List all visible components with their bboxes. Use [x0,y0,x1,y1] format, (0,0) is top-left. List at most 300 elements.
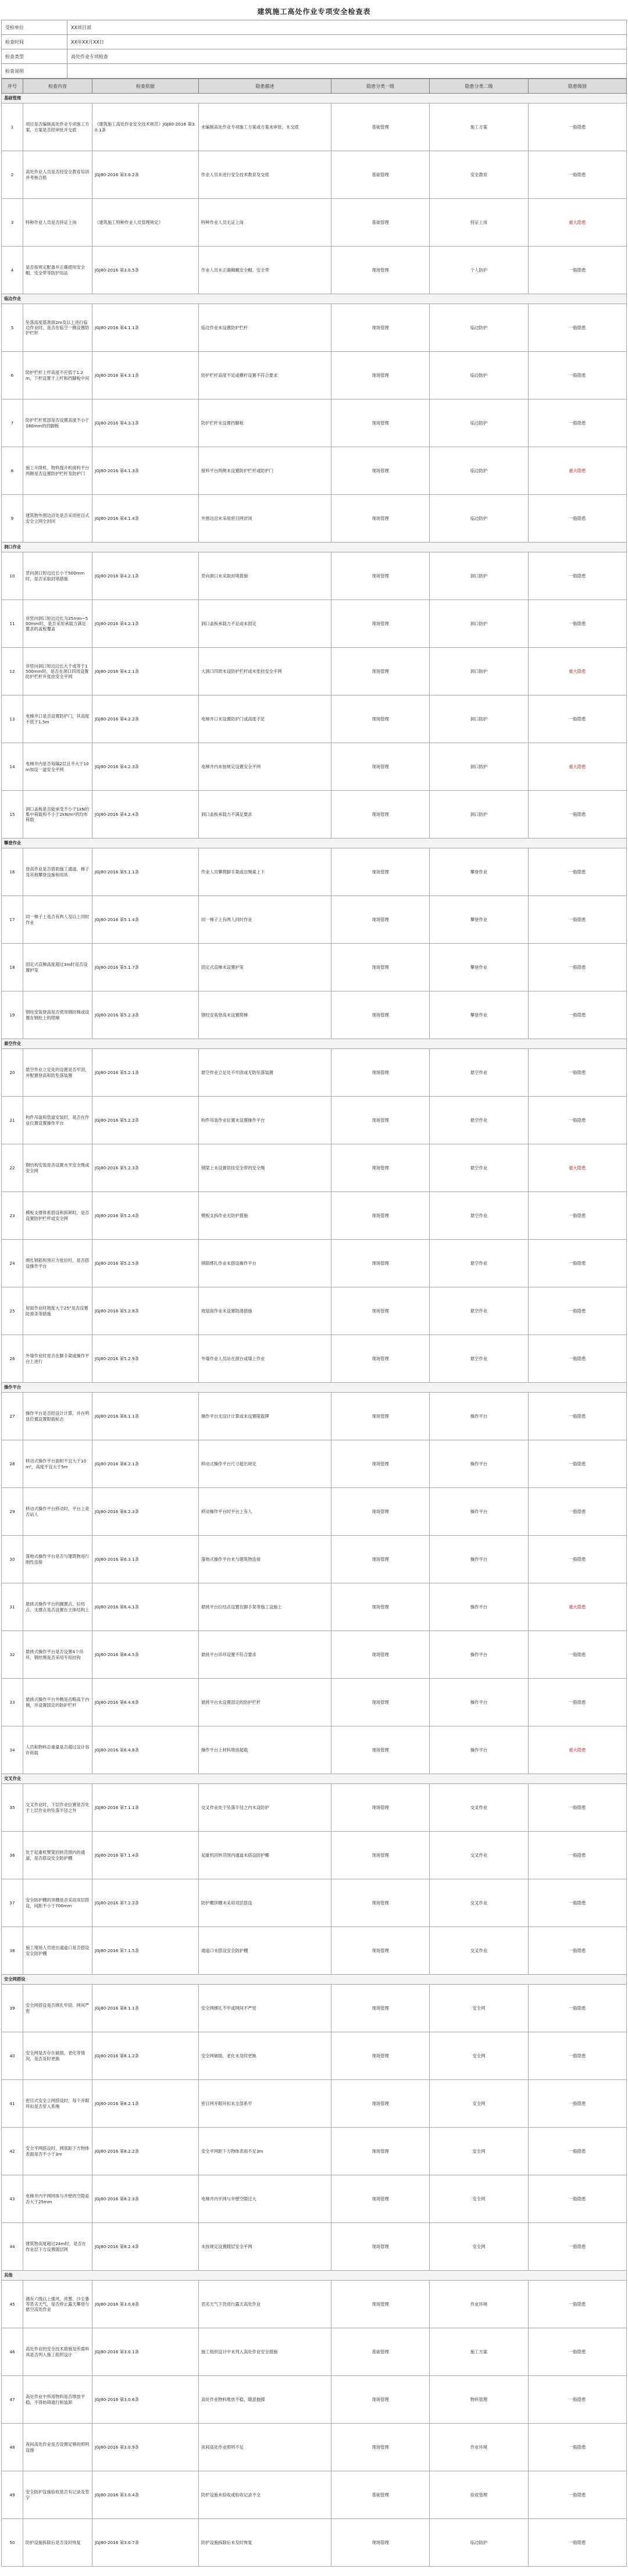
table-row [2,648,627,695]
col-level: 隐患级别 [528,79,626,94]
row-cls1: 现场管理 [331,2281,430,2328]
row-desc: 移动式操作平台尺寸超出规定 [199,1440,331,1488]
row-cls2: 洞口防护 [430,695,528,743]
row-desc: 钢筋绑扎作业未搭设操作平台 [199,1240,331,1287]
section-row [2,1383,627,1393]
row-cls1: 现场管理 [331,1440,430,1488]
row-seq: 32 [2,1631,23,1679]
row-desc: 作业人员未进行安全技术教育及交底 [199,151,331,199]
table-row [2,1488,627,1536]
row-item: 固定式直梯高度超过3m时是否设置护笼 [23,944,92,991]
row-seq: 13 [2,695,23,743]
row-cls2: 悬空作业 [430,1192,528,1240]
table-row [2,1192,627,1240]
row-item: 高处作业中所用物料是否堆放平稳，不得妨碍通行和装卸 [23,2376,92,2424]
row-desc: 钢梁上未设置供挂安全带的安全绳 [199,1144,331,1192]
table-row [2,1049,627,1097]
row-cls1: 基础管理 [331,104,430,151]
row-basis: JGJ80-2016 第5.2.2条 [92,1097,199,1144]
row-desc: 悬空作业立足处不牢固或无防坠落装置 [199,1049,331,1097]
row-cls1: 现场管理 [331,1536,430,1583]
row-seq: 20 [2,1049,23,1097]
row-cls1: 基础管理 [331,2471,430,2519]
row-desc: 密目网开眼环扣未全部系牢 [199,2080,331,2128]
row-desc: 交叉作业处于坠落半径之内未设防护 [199,1784,331,1832]
row-cls2: 安全网 [430,2080,528,2128]
row-item: 防护设施拆除后是否及时恢复 [23,2519,92,2567]
row-desc: 安全网绑扎不牢或网间不严密 [199,1985,331,2032]
row-item: 安全网是否存在破损、老化等情况，是否及时更换 [23,2032,92,2080]
table-row [2,2128,627,2175]
row-desc: 悬挑平台未设置固定的防护栏杆 [199,1679,331,1726]
row-seq: 30 [2,1536,23,1583]
row-level: 一般隐患 [528,352,626,399]
row-desc: 外墙作业人员站在窗台或墙上作业 [199,1335,331,1383]
table-row [2,2376,627,2424]
row-basis: JGJ80-2016 第7.2.2条 [92,1879,199,1927]
row-item: 钢柱安装登高是否使用钢挂梯或设置在钢柱上的爬梯 [23,991,92,1039]
row-item: 屋面作业时坡度大于25°是否设置防滑条等措施 [23,1287,92,1335]
row-basis: 《建筑施工高处作业安全技术规范》JGJ80-2016 第3.0.1条 [92,104,199,151]
section-row [2,543,627,552]
row-cls1: 现场管理 [331,848,430,896]
row-cls1: 现场管理 [331,495,430,543]
table-row [2,695,627,743]
section-title: 攀登作业 [2,839,627,848]
table-row [2,1726,627,1774]
row-desc: 作业人员未正确佩戴安全帽、安全带 [199,247,331,294]
row-basis: JGJ80-2016 第4.1.1条 [92,304,199,352]
row-desc: 防护设施拆除后未及时恢复 [199,2519,331,2567]
row-level: 一般隐患 [528,695,626,743]
row-level: 一般隐患 [528,247,626,294]
row-seq: 40 [2,2032,23,2080]
row-seq: 1 [2,104,23,151]
row-seq: 2 [2,151,23,199]
row-item: 建筑物外围边沿处是否采用密目式安全立网全封闭 [23,495,92,543]
row-basis: JGJ80-2016 第8.2.4条 [92,2223,199,2271]
row-cls2: 攀登作业 [430,848,528,896]
row-desc: 高处作业物料堆放不稳、随意抛掷 [199,2376,331,2424]
section-title: 交叉作业 [2,1774,627,1784]
row-basis: JGJ80-2016 第3.0.6条 [92,2376,199,2424]
row-seq: 49 [2,2471,23,2519]
table-row [2,1144,627,1192]
row-level: 一般隐患 [528,2080,626,2128]
row-basis: JGJ80-2016 第5.2.4条 [92,1192,199,1240]
row-cls2: 作业环境 [430,2281,528,2328]
row-level: 一般隐患 [528,2223,626,2271]
row-level: 一般隐患 [528,104,626,151]
row-item: 非竖向洞口短边边长大于或等于1500mm时，是否在洞口四周设置防护栏杆并张挂安全平网 [23,648,92,695]
row-level: 一般隐患 [528,2128,626,2175]
row-cls1: 现场管理 [331,1631,430,1679]
row-desc: 同一梯子上有两人同时作业 [199,896,331,944]
row-item: 绑扎钢筋和预应力张拉时，是否搭设操作平台 [23,1240,92,1287]
row-cls2: 洞口防护 [430,791,528,839]
row-level: 一般隐患 [528,552,626,600]
row-seq: 21 [2,1097,23,1144]
meta-value: XX项目部 [67,20,627,35]
row-cls1: 现场管理 [331,352,430,399]
row-seq: 35 [2,1784,23,1832]
row-cls1: 现场管理 [331,2424,430,2471]
row-basis: JGJ80-2016 第4.2.3条 [92,743,199,791]
row-basis: JGJ80-2016 第8.2.3条 [92,2175,199,2223]
row-desc: 固定式直梯未设置护笼 [199,944,331,991]
row-item: 建筑物高度超过24m时，是否在作业层下方设置随层网 [23,2223,92,2271]
row-cls2: 洞口防护 [430,600,528,648]
row-desc: 电梯井内平网与井壁空隙过大 [199,2175,331,2223]
row-basis: JGJ80-2016 第3.0.5条 [92,247,199,294]
row-cls2: 持证上岗 [430,199,528,247]
row-cls1: 基础管理 [331,2328,430,2376]
meta-value [67,64,627,79]
row-cls1: 现场管理 [331,2376,430,2424]
row-cls2: 作业环境 [430,2424,528,2471]
meta-table [1,20,627,79]
row-seq: 15 [2,791,23,839]
row-item: 交叉作业时，下层作业位置是否处于上层作业的坠落半径之外 [23,1784,92,1832]
row-item: 施工现场人员进出通道口是否搭设安全防护棚 [23,1927,92,1975]
section-title: 洞口作业 [2,543,627,552]
table-row [2,304,627,352]
table-row [2,1583,627,1631]
row-item: 竖向洞口短边边长小于500mm时，是否采取封堵措施 [23,552,92,600]
row-level: 一般隐患 [528,495,626,543]
row-level: 一般隐患 [528,1631,626,1679]
table-row [2,399,627,447]
row-basis: JGJ80-2016 第4.2.4条 [92,791,199,839]
row-level: 一般隐患 [528,2376,626,2424]
row-cls2: 交叉作业 [430,1784,528,1832]
table-row [2,743,627,791]
row-cls1: 现场管理 [331,304,430,352]
row-level: 一般隐患 [528,944,626,991]
row-seq: 47 [2,2376,23,2424]
row-cls1: 现场管理 [331,1335,430,1383]
row-cls2: 物料管理 [430,2376,528,2424]
row-cls2: 操作平台 [430,1583,528,1631]
row-item: 高处作业人员是否经安全教育培训并考核合格 [23,151,92,199]
row-item: 安全防护设施验收是否有记录及签字 [23,2471,92,2519]
row-basis: JGJ80-2016 第5.2.3条 [92,991,199,1039]
row-desc: 安全平网距下方物体表面不足3m [199,2128,331,2175]
row-level: 一般隐患 [528,1287,626,1335]
meta-row [2,49,627,64]
row-desc: 起重机回转范围内通道未搭设防护棚 [199,1832,331,1879]
row-seq: 42 [2,2128,23,2175]
header-row [2,79,627,94]
row-cls1: 现场管理 [331,1049,430,1097]
row-level: 一般隐患 [528,1488,626,1536]
row-item: 外墙作业时是否在脚手架或操作平台上进行 [23,1335,92,1383]
meta-key: 受检单位 [2,20,67,35]
row-cls2: 洞口防护 [430,552,528,600]
row-level: 一般隐患 [528,399,626,447]
row-cls2: 交叉作业 [430,1927,528,1975]
row-basis: JGJ80-2016 第4.3.1条 [92,399,199,447]
row-basis: JGJ80-2016 第8.2.2条 [92,2128,199,2175]
row-level: 一般隐患 [528,2519,626,2567]
table-row [2,848,627,896]
row-seq: 16 [2,848,23,896]
row-basis: JGJ80-2016 第7.1.4条 [92,1832,199,1879]
row-level: 一般隐患 [528,304,626,352]
row-level: 一般隐患 [528,2471,626,2519]
row-level: 一般隐患 [528,1097,626,1144]
row-cls1: 基础管理 [331,151,430,199]
row-basis: JGJ80-2016 第5.2.3条 [92,1144,199,1192]
row-basis: JGJ80-2016 第8.1.1条 [92,1985,199,2032]
table-row [2,791,627,839]
row-desc: 移动操作平台时平台上有人 [199,1488,331,1536]
row-seq: 29 [2,1488,23,1536]
row-desc: 悬挑平台拉结点设置在脚手架等施工设施上 [199,1583,331,1631]
row-seq: 3 [2,199,23,247]
row-level: 一般隐患 [528,1240,626,1287]
col-seq: 序号 [2,79,23,94]
table-row [2,151,627,199]
row-level: 一般隐患 [528,896,626,944]
row-basis: JGJ80-2016 第5.2.9条 [92,1335,199,1383]
row-seq: 12 [2,648,23,695]
row-item: 操作平台是否经设计计算，并在明显位置设置限载标志 [23,1393,92,1440]
row-cls2: 悬空作业 [430,1144,528,1192]
row-seq: 33 [2,1679,23,1726]
meta-value: 高处作业专项检查 [67,49,627,64]
row-basis: JGJ80-2016 第8.2.1条 [92,2080,199,2128]
row-item: 悬挑式操作平台外侧是否略高于内侧，并设置固定的防护栏杆 [23,1679,92,1726]
section-title: 临边作业 [2,294,627,304]
row-item: 同一梯子上是否有两人及以上同时作业 [23,896,92,944]
row-cls1: 现场管理 [331,247,430,294]
row-cls1: 现场管理 [331,600,430,648]
table-row [2,1631,627,1679]
row-cls1: 现场管理 [331,2128,430,2175]
row-level: 一般隐患 [528,1832,626,1879]
row-item: 夜间高处作业是否设置足够的照明设施 [23,2424,92,2471]
table-row [2,447,627,495]
row-basis: JGJ80-2016 第4.3.1条 [92,352,199,399]
table-row [2,2424,627,2471]
table-row [2,1440,627,1488]
row-basis: JGJ80-2016 第6.2.3条 [92,1488,199,1536]
row-basis: JGJ80-2016 第5.1.4条 [92,896,199,944]
table-row [2,247,627,294]
row-item: 移动式操作平台移动时，平台上是否站人 [23,1488,92,1536]
row-seq: 37 [2,1879,23,1927]
row-item: 安全平网搭设时，网底距下方物体表面是否不小于3m [23,2128,92,2175]
section-row [2,2271,627,2281]
row-desc: 构件吊装作业位置未设置操作平台 [199,1097,331,1144]
row-cls2: 安全网 [430,2032,528,2080]
row-cls2: 临边防护 [430,352,528,399]
row-basis: JGJ80-2016 第3.0.7条 [92,2519,199,2567]
row-basis: JGJ80-2016 第4.2.1条 [92,600,199,648]
section-row [2,1039,627,1049]
section-title: 悬空作业 [2,1039,627,1049]
row-item: 登高作业是否借助施工通道、梯子及其他攀登设施和用具 [23,848,92,896]
row-cls1: 现场管理 [331,1488,430,1536]
row-desc: 落地式操作平台未与建筑物连接 [199,1536,331,1583]
row-desc: 防护栏杆高度不足或横杆设置不符合要求 [199,352,331,399]
row-level: 一般隐患 [528,2175,626,2223]
row-seq: 22 [2,1144,23,1192]
row-desc: 操作平台上材料堆放超载 [199,1726,331,1774]
row-item: 悬空作业立足处的设置是否牢固，并配置登高和防坠落装置 [23,1049,92,1097]
row-item: 密目式安全立网搭设时，每个开眼环扣是否穿入系绳 [23,2080,92,2128]
row-basis: JGJ80-2016 第7.1.1条 [92,1784,199,1832]
row-desc: 悬挑平台吊环设置不符合要求 [199,1631,331,1679]
row-cls1: 现场管理 [331,1832,430,1879]
row-item: 模板支撑体系搭设和拆卸时，是否设置防护栏杆或安全网 [23,1192,92,1240]
row-cls2: 临边防护 [430,447,528,495]
table-row [2,1927,627,1975]
row-level: 一般隐患 [528,2281,626,2328]
row-item: 非竖向洞口短边边长为25mm~500mm时，是否采用承载力满足要求的盖板覆盖 [23,600,92,648]
col-desc: 隐患描述 [199,79,331,94]
row-seq: 41 [2,2080,23,2128]
row-cls1: 现场管理 [331,2223,430,2271]
table-row [2,2080,627,2128]
table-row [2,1335,627,1383]
row-seq: 25 [2,1287,23,1335]
table-row [2,1240,627,1287]
row-cls2: 悬空作业 [430,1287,528,1335]
meta-value: XX年XX月XX日 [67,35,627,49]
row-cls2: 安全网 [430,1985,528,2032]
row-seq: 46 [2,2328,23,2376]
row-cls2: 操作平台 [430,1440,528,1488]
row-basis: JGJ80-2016 第5.1.1条 [92,848,199,896]
row-seq: 7 [2,399,23,447]
row-desc: 夜间高处作业照明不足 [199,2424,331,2471]
row-cls1: 现场管理 [331,1393,430,1440]
row-seq: 48 [2,2424,23,2471]
row-seq: 26 [2,1335,23,1383]
row-item: 施工升降机、物料提升机接料平台两侧是否设置防护栏杆及防护门 [23,447,92,495]
row-item: 防护栏杆上杆高度不应低于1.2m，下杆设置于上杆和挡脚板中间 [23,352,92,399]
row-basis: JGJ80-2016 第3.0.1条 [92,2328,199,2376]
row-basis: JGJ80-2016 第6.4.5条 [92,1631,199,1679]
table-row [2,495,627,543]
row-desc: 坡屋面作业未设置防滑措施 [199,1287,331,1335]
row-cls1: 现场管理 [331,1097,430,1144]
table-row [2,2519,627,2567]
row-cls2: 施工方案 [430,2328,528,2376]
row-level: 一般隐患 [528,2328,626,2376]
row-desc: 操作平台无设计计算或未设置限载牌 [199,1393,331,1440]
row-level: 重大隐患 [528,199,626,247]
row-level: 一般隐患 [528,1393,626,1440]
row-desc: 作业人员攀爬脚手架或沿绳索上下 [199,848,331,896]
row-cls2: 安全教育 [430,151,528,199]
row-cls1: 现场管理 [331,447,430,495]
row-cls2: 施工方案 [430,104,528,151]
row-desc: 临边作业未设置防护栏杆 [199,304,331,352]
row-cls1: 现场管理 [331,1784,430,1832]
row-seq: 24 [2,1240,23,1287]
row-desc: 未编制高处作业专项施工方案或方案未审批、未交底 [199,104,331,151]
row-seq: 18 [2,944,23,991]
col-cls1: 隐患分类一级 [331,79,430,94]
meta-key: 检查时间 [2,35,67,49]
meta-key: 检查说明 [2,64,67,79]
row-cls2: 操作平台 [430,1488,528,1536]
row-level: 一般隐患 [528,1440,626,1488]
row-item: 移动式操作平台面积不宜大于10m²，高度不宜大于5m [23,1440,92,1488]
row-cls2: 安全网 [430,2175,528,2223]
row-desc: 大洞口四周未设防护栏杆或未张挂安全平网 [199,648,331,695]
row-basis: JGJ80-2016 第7.1.5条 [92,1927,199,1975]
row-level: 一般隐患 [528,1192,626,1240]
row-cls1: 现场管理 [331,1192,430,1240]
row-basis: JGJ80-2016 第5.2.1条 [92,1049,199,1097]
row-level: 一般隐患 [528,1784,626,1832]
row-item: 人员和物料总重量是否超过设计容许荷载 [23,1726,92,1774]
row-cls1: 基础管理 [331,199,430,247]
row-cls2: 攀登作业 [430,896,528,944]
section-row [2,294,627,304]
row-item: 电梯井内平网网体与井壁的空隙是否大于25mm [23,2175,92,2223]
row-cls2: 洞口防护 [430,743,528,791]
row-item: 特种作业人员是否持证上岗 [23,199,92,247]
row-level: 一般隐患 [528,1927,626,1975]
table-row [2,1985,627,2032]
row-seq: 6 [2,352,23,399]
table-row [2,1393,627,1440]
row-cls2: 悬空作业 [430,1335,528,1383]
row-seq: 10 [2,552,23,600]
row-basis: JGJ80-2016 第4.2.2条 [92,695,199,743]
row-cls2: 悬空作业 [430,1049,528,1097]
row-level: 一般隐患 [528,991,626,1039]
row-seq: 5 [2,304,23,352]
row-basis: JGJ80-2016 第6.1.1条 [92,1393,199,1440]
row-desc: 洞口盖板承载力不满足要求 [199,791,331,839]
row-cls2: 洞口防护 [430,648,528,695]
row-cls2: 操作平台 [430,1536,528,1583]
row-cls2: 交叉作业 [430,1879,528,1927]
row-cls2: 操作平台 [430,1631,528,1679]
row-desc: 模板支拆作业无防护措施 [199,1192,331,1240]
table-row [2,552,627,600]
row-desc: 电梯井口未设置防护门或高度不足 [199,695,331,743]
row-desc: 外围边沿未采用密目网封闭 [199,495,331,543]
row-desc: 电梯井内未按规定设置安全平网 [199,743,331,791]
row-cls2: 操作平台 [430,1679,528,1726]
row-level: 一般隐患 [528,1679,626,1726]
row-seq: 34 [2,1726,23,1774]
table-row [2,1832,627,1879]
row-basis: JGJ80-2016 第4.2.1条 [92,648,199,695]
row-seq: 43 [2,2175,23,2223]
row-desc: 防护棚顶棚未采用双层搭设 [199,1879,331,1927]
table-row [2,896,627,944]
row-seq: 23 [2,1192,23,1240]
row-level: 一般隐患 [528,1335,626,1383]
table-row [2,104,627,151]
row-cls1: 现场管理 [331,648,430,695]
row-item: 洞口盖板是否能承受不小于1kN的集中荷载和不小于2kN/m²的均布荷载 [23,791,92,839]
row-item: 钢结构安装是否设置水平安全绳或安全网 [23,1144,92,1192]
row-basis: 《建筑施工特种作业人员管理规定》 [92,199,199,247]
table-row [2,600,627,648]
row-cls2: 悬空作业 [430,1097,528,1144]
row-level: 一般隐患 [528,600,626,648]
meta-row [2,20,627,35]
